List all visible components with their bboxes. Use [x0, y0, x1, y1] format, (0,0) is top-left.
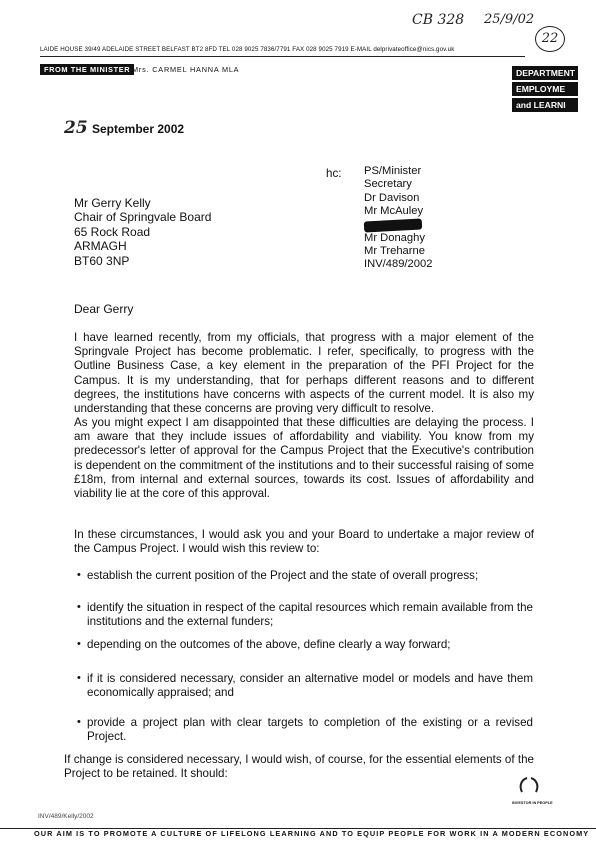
letter-date: September 2002 — [92, 122, 185, 136]
footer-reference: INV/489/Kelly/2002 — [38, 813, 94, 820]
redacted-name — [364, 218, 422, 232]
closing-paragraph: If change is considered necessary, I would wish, of course, for the essential elements of the Project to be retained. It should: — [64, 753, 534, 781]
bullet-item: depending on the outcomes of the above, define clearly a way forward; — [87, 638, 451, 651]
handwritten-day: 25 — [64, 118, 88, 138]
handwritten-ref: CB 328 — [412, 12, 465, 28]
recipient-line: Chair of Springvale Board — [74, 210, 212, 225]
bullet-marker: • — [77, 638, 81, 650]
salutation: Dear Gerry — [74, 302, 134, 316]
paragraph: In these circumstances, I would ask you and your Board to undertake a major review of the Campus Project. I would wish this review to: — [74, 528, 534, 556]
cc-item: Secretary — [364, 178, 412, 191]
department-logo — [512, 66, 578, 112]
bullet-item: if it is considered necessary, consider an alternative model or models and have them economically appraised; and — [87, 672, 533, 700]
footer-motto: OUR AIM IS TO PROMOTE A CULTURE OF LIFELONG LEARNING AND TO EQUIP PEOPLE FOR WORK IN A MODERN ECONOMY — [34, 829, 590, 838]
laurel-icon — [518, 776, 540, 796]
circled-page-number: 22 — [535, 26, 565, 52]
department-line: and LEARNI — [516, 100, 566, 110]
cc-item: PS/Minister — [364, 165, 422, 177]
investor-in-people-icon — [512, 776, 553, 805]
cc-item: Mr Donaghy — [364, 231, 425, 244]
cc-item: Mr Treharne — [364, 245, 425, 258]
bullet-marker: • — [77, 601, 81, 613]
bullet-marker: • — [77, 672, 81, 684]
department-line: EMPLOYME — [512, 82, 578, 98]
investor-in-people-label: INVESTOR IN PEOPLE — [512, 801, 553, 805]
letterhead-address: LAIDE HOUSE 39/49 ADELAIDE STREET BELFAST BT2 8FD TEL 028 9025 7836/7791 FAX 028 9025 7919 E-MAIL delprivateoffice@nics.gov.uk — [40, 46, 455, 53]
paragraph: As you might expect I am disappointed that these difficulties are delaying the process. I am aware that they include issues of affordability and viability. You know from my predecessor's letter of approval for the Campus Project that the Executive's contribution is dependent on the commitment of the institutions and to their successful raising of some £18m, from internal and external sources, towards its cost. Issues of affordability and viability lie at the core of this approval. — [74, 416, 534, 501]
bullet-item: provide a project plan with clear targets to completion of the existing or a revised Project. — [87, 716, 533, 744]
letterhead-rule — [40, 56, 525, 57]
bullet-item: establish the current position of the Project and the state of overall progress; — [87, 569, 479, 582]
cc-label: hc: — [326, 167, 342, 180]
cc-item: Dr Davison — [364, 191, 420, 204]
recipient-line: 65 Rock Road — [74, 224, 151, 239]
paragraph: I have learned recently, from my officials, that progress with a major element of the Springvale Project has become problematic. I refer, specifically, to progress with the Outline Business Case, a key element in the preparation of the PFI Project for the Campus. It is my understanding, that for perhaps different reasons and to different degrees, the institutions have concerns with aspects of the current model. It is also my understanding that these concerns are proving very difficult to resolve. — [74, 331, 534, 416]
minister-name: Mrs. CARMEL HANNA MLA — [132, 65, 240, 74]
cc-item: INV/489/2002 — [364, 258, 433, 271]
recipient-line: Mr Gerry Kelly — [74, 196, 151, 210]
recipient-address — [74, 196, 211, 268]
handwritten-date: 25/9/02 — [484, 12, 535, 27]
cc-item: Mr McAuley — [364, 205, 424, 218]
from-minister-label: FROM THE MINISTER — [40, 64, 134, 75]
department-line: DEPARTMENT — [512, 66, 578, 82]
recipient-line: ARMAGH — [74, 239, 127, 254]
bullet-marker: • — [77, 716, 81, 728]
bullet-marker: • — [77, 569, 81, 581]
bullet-item: identify the situation in respect of the capital resources which remain available from the institutions and the external funders; — [87, 601, 533, 629]
recipient-line: BT60 3NP — [74, 253, 130, 268]
cc-list — [364, 165, 432, 272]
